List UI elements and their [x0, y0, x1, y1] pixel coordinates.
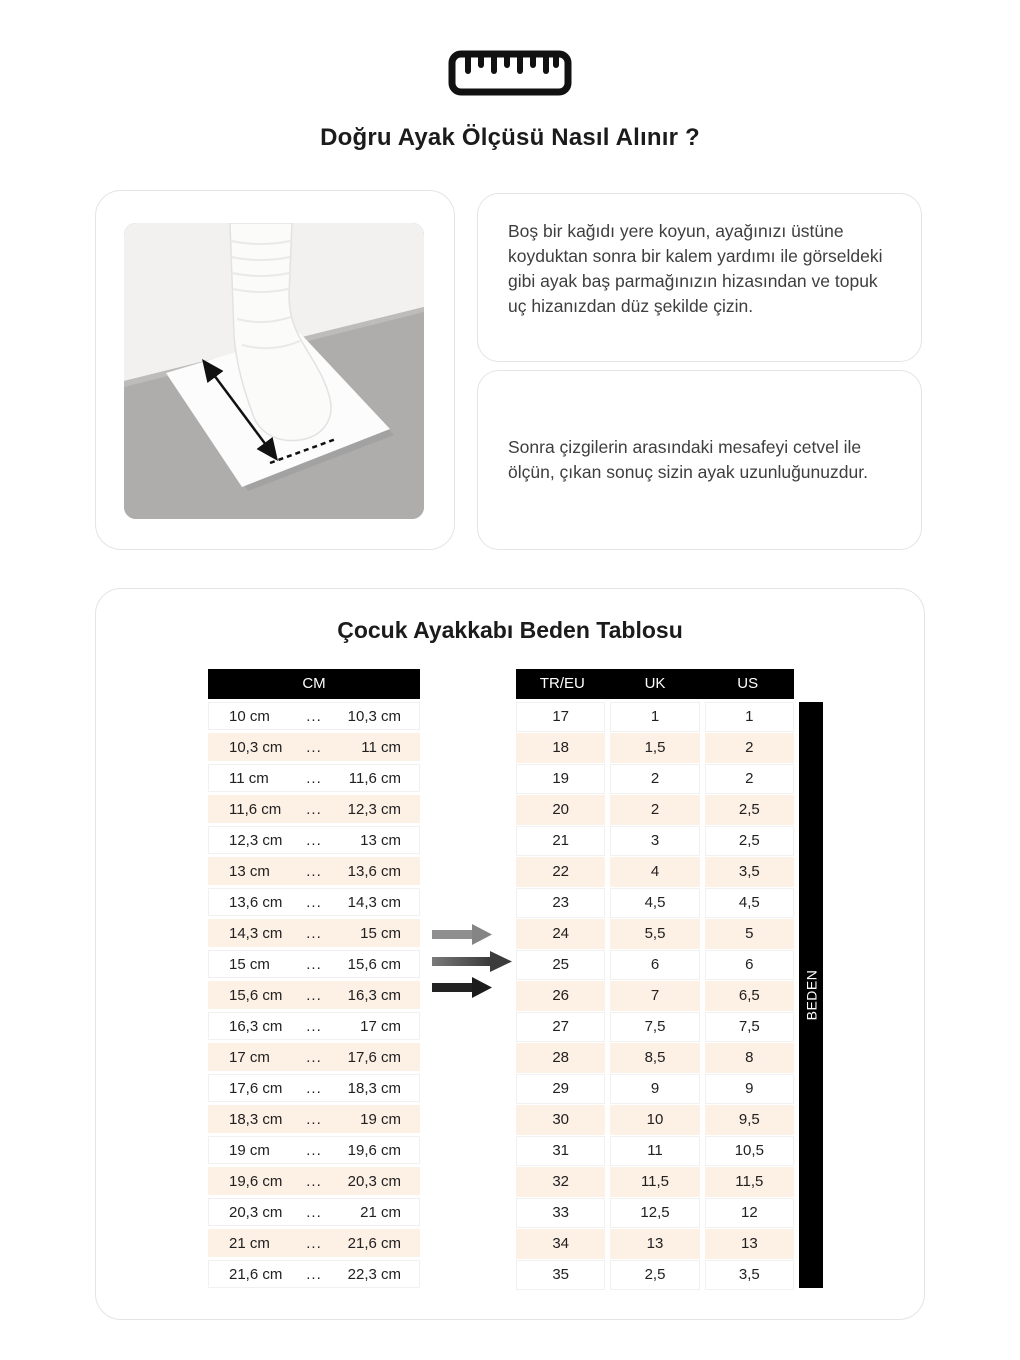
size-treu-value: 31 — [516, 1136, 605, 1166]
cm-range-from: 12,3 cm — [229, 832, 283, 849]
foot-measure-illustration — [124, 223, 424, 519]
size-table-rows — [516, 702, 794, 1288]
arrows-right-icon — [432, 919, 512, 1003]
size-table-header-uk: UK — [644, 675, 666, 692]
cm-table-row — [208, 1105, 420, 1133]
size-table-row — [516, 826, 794, 854]
size-us-value: 9 — [705, 1074, 794, 1104]
size-table-row — [516, 1167, 794, 1195]
size-us-value: 2,5 — [705, 826, 794, 856]
size-table-row — [516, 1105, 794, 1133]
size-chart-card — [95, 588, 925, 1320]
cm-table-row — [208, 826, 420, 854]
size-table-row — [516, 888, 794, 916]
cm-table-row — [208, 733, 420, 761]
size-table-row — [516, 1229, 794, 1257]
size-us-value: 2,5 — [705, 795, 794, 825]
size-table-row — [516, 1043, 794, 1071]
range-dots: ... — [306, 894, 322, 911]
cm-table-row — [208, 1043, 420, 1071]
cm-range-from: 16,3 cm — [229, 1018, 283, 1035]
cm-range-from: 21,6 cm — [229, 1266, 283, 1283]
cm-range-from: 14,3 cm — [229, 925, 283, 942]
cm-range-to: 15,6 cm — [347, 956, 401, 973]
instruction-card-1 — [477, 193, 922, 362]
cm-range-from: 15,6 cm — [229, 987, 283, 1004]
size-uk-value: 8,5 — [610, 1043, 699, 1073]
cm-table-header: CM — [208, 669, 420, 699]
cm-range-to: 19,6 cm — [347, 1142, 401, 1159]
cm-range-to: 10,3 cm — [347, 708, 401, 725]
size-table — [516, 669, 794, 1291]
range-dots: ... — [306, 801, 322, 818]
cm-table-rows — [208, 702, 420, 1288]
size-chart-title: Çocuk Ayakkabı Beden Tablosu — [337, 617, 683, 643]
foot-photo-card — [95, 190, 455, 550]
size-uk-value: 13 — [610, 1229, 699, 1259]
size-uk-value: 10 — [610, 1105, 699, 1135]
cm-range-to: 16,3 cm — [347, 987, 401, 1004]
size-uk-value: 11 — [610, 1136, 699, 1166]
range-dots: ... — [306, 863, 322, 880]
range-dots: ... — [306, 1142, 322, 1159]
size-table-row — [516, 1198, 794, 1226]
range-dots: ... — [306, 1235, 322, 1252]
size-table-row — [516, 1012, 794, 1040]
instruction-step-2: Sonra çizgilerin arasındaki mesafeyi cetvel ile ölçün, çıkan sonuç sizin ayak uzunluğunuzdur. — [508, 437, 868, 482]
range-dots: ... — [306, 832, 322, 849]
ruler-icon — [448, 50, 572, 96]
cm-table-row — [208, 1260, 420, 1288]
size-treu-value: 18 — [516, 733, 605, 763]
size-uk-value: 7 — [610, 981, 699, 1011]
size-uk-value: 11,5 — [610, 1167, 699, 1197]
size-uk-value: 3 — [610, 826, 699, 856]
size-uk-value: 1,5 — [610, 733, 699, 763]
cm-range-from: 19 cm — [229, 1142, 270, 1159]
size-us-value: 2 — [705, 733, 794, 763]
cm-table-row — [208, 764, 420, 792]
range-dots: ... — [306, 1018, 322, 1035]
size-us-value: 1 — [705, 702, 794, 732]
size-uk-value: 6 — [610, 950, 699, 980]
size-us-value: 4,5 — [705, 888, 794, 918]
size-treu-value: 26 — [516, 981, 605, 1011]
size-uk-value: 2 — [610, 795, 699, 825]
cm-table-row — [208, 1074, 420, 1102]
cm-range-to: 13 cm — [360, 832, 401, 849]
size-treu-value: 23 — [516, 888, 605, 918]
cm-table-row — [208, 857, 420, 885]
cm-range-from: 10 cm — [229, 708, 270, 725]
cm-range-to: 21,6 cm — [347, 1235, 401, 1252]
cm-table-row — [208, 702, 420, 730]
cm-table-row — [208, 1012, 420, 1040]
size-treu-value: 35 — [516, 1260, 605, 1290]
size-treu-value: 28 — [516, 1043, 605, 1073]
size-treu-value: 32 — [516, 1167, 605, 1197]
size-us-value: 3,5 — [705, 1260, 794, 1290]
cm-range-from: 15 cm — [229, 956, 270, 973]
size-treu-value: 33 — [516, 1198, 605, 1228]
cm-range-from: 11 cm — [229, 770, 269, 787]
size-uk-value: 2 — [610, 764, 699, 794]
range-dots: ... — [306, 708, 322, 725]
size-treu-value: 20 — [516, 795, 605, 825]
size-treu-value: 19 — [516, 764, 605, 794]
cm-range-from: 17 cm — [229, 1049, 270, 1066]
cm-table-row — [208, 795, 420, 823]
cm-range-to: 15 cm — [360, 925, 401, 942]
size-treu-value: 22 — [516, 857, 605, 887]
cm-table-row — [208, 1136, 420, 1164]
size-table-row — [516, 1136, 794, 1164]
size-treu-value: 34 — [516, 1229, 605, 1259]
size-uk-value: 1 — [610, 702, 699, 732]
size-uk-value: 12,5 — [610, 1198, 699, 1228]
size-treu-value: 30 — [516, 1105, 605, 1135]
size-uk-value: 7,5 — [610, 1012, 699, 1042]
cm-range-to: 13,6 cm — [347, 863, 401, 880]
cm-table — [208, 669, 420, 1291]
size-table-row — [516, 702, 794, 730]
cm-range-from: 11,6 cm — [229, 801, 282, 818]
size-table-row — [516, 733, 794, 761]
cm-range-from: 13 cm — [229, 863, 270, 880]
beden-label: BEDEN — [803, 969, 820, 1021]
size-us-value: 7,5 — [705, 1012, 794, 1042]
range-dots: ... — [306, 1049, 322, 1066]
range-dots: ... — [306, 956, 322, 973]
foot-measure-photo — [124, 223, 424, 519]
cm-range-to: 14,3 cm — [347, 894, 401, 911]
cm-range-from: 20,3 cm — [229, 1204, 283, 1221]
beden-side-bar — [799, 702, 823, 1288]
size-table-row — [516, 1074, 794, 1102]
cm-range-from: 13,6 cm — [229, 894, 283, 911]
range-dots: ... — [306, 1204, 322, 1221]
cm-range-to: 17 cm — [360, 1018, 401, 1035]
cm-range-to: 19 cm — [360, 1111, 401, 1128]
range-dots: ... — [306, 739, 322, 756]
cm-range-from: 21 cm — [229, 1235, 270, 1252]
cm-range-to: 12,3 cm — [347, 801, 401, 818]
range-dots: ... — [306, 1111, 322, 1128]
cm-range-from: 18,3 cm — [229, 1111, 283, 1128]
cm-range-from: 17,6 cm — [229, 1080, 283, 1097]
cm-table-row — [208, 1229, 420, 1257]
size-us-value: 6,5 — [705, 981, 794, 1011]
cm-range-from: 10,3 cm — [229, 739, 283, 756]
size-us-value: 13 — [705, 1229, 794, 1259]
size-uk-value: 4,5 — [610, 888, 699, 918]
size-table-header — [516, 669, 794, 699]
size-us-value: 11,5 — [705, 1167, 794, 1197]
range-dots: ... — [306, 1266, 322, 1283]
range-dots: ... — [306, 925, 322, 942]
size-uk-value: 2,5 — [610, 1260, 699, 1290]
size-treu-value: 21 — [516, 826, 605, 856]
range-dots: ... — [306, 987, 322, 1004]
size-table-row — [516, 981, 794, 1009]
size-treu-value: 29 — [516, 1074, 605, 1104]
cm-table-row — [208, 888, 420, 916]
cm-range-to: 11,6 cm — [348, 770, 401, 787]
cm-range-to: 21 cm — [360, 1204, 401, 1221]
cm-range-to: 22,3 cm — [347, 1266, 401, 1283]
size-us-value: 5 — [705, 919, 794, 949]
instruction-step-1: Boş bir kağıdı yere koyun, ayağınızı üstüne koyduktan sonra bir kalem yardımı ile görseldeki gibi ayak baş parmağınızın hizasından ve topuk uç hizanızdan düz şekilde çizin. — [508, 221, 883, 316]
ruler-icon-row — [0, 50, 1020, 96]
size-treu-value: 24 — [516, 919, 605, 949]
size-treu-value: 27 — [516, 1012, 605, 1042]
size-us-value: 2 — [705, 764, 794, 794]
cm-range-to: 17,6 cm — [347, 1049, 401, 1066]
size-uk-value: 5,5 — [610, 919, 699, 949]
size-treu-value: 17 — [516, 702, 605, 732]
range-dots: ... — [306, 1080, 322, 1097]
size-table-row — [516, 1260, 794, 1288]
range-dots: ... — [306, 770, 322, 787]
size-us-value: 3,5 — [705, 857, 794, 887]
size-table-row — [516, 857, 794, 885]
size-table-row — [516, 919, 794, 947]
size-table-row — [516, 950, 794, 978]
size-treu-value: 25 — [516, 950, 605, 980]
size-uk-value: 4 — [610, 857, 699, 887]
size-table-row — [516, 795, 794, 823]
size-table-row — [516, 764, 794, 792]
size-uk-value: 9 — [610, 1074, 699, 1104]
size-us-value: 10,5 — [705, 1136, 794, 1166]
cm-range-to: 11 cm — [361, 739, 401, 756]
cm-table-row — [208, 1167, 420, 1195]
instruction-card-2 — [477, 370, 922, 550]
cm-range-from: 19,6 cm — [229, 1173, 283, 1190]
size-table-header-us: US — [737, 675, 759, 692]
size-table-header-treu: TR/EU — [539, 675, 585, 692]
range-dots: ... — [306, 1173, 322, 1190]
cm-table-row — [208, 981, 420, 1009]
size-us-value: 9,5 — [705, 1105, 794, 1135]
cm-range-to: 18,3 cm — [347, 1080, 401, 1097]
page-title: Doğru Ayak Ölçüsü Nasıl Alınır ? — [320, 124, 700, 151]
cm-table-row — [208, 950, 420, 978]
size-us-value: 12 — [705, 1198, 794, 1228]
size-us-value: 8 — [705, 1043, 794, 1073]
cm-table-row — [208, 1198, 420, 1226]
cm-range-to: 20,3 cm — [347, 1173, 401, 1190]
cm-table-row — [208, 919, 420, 947]
size-us-value: 6 — [705, 950, 794, 980]
